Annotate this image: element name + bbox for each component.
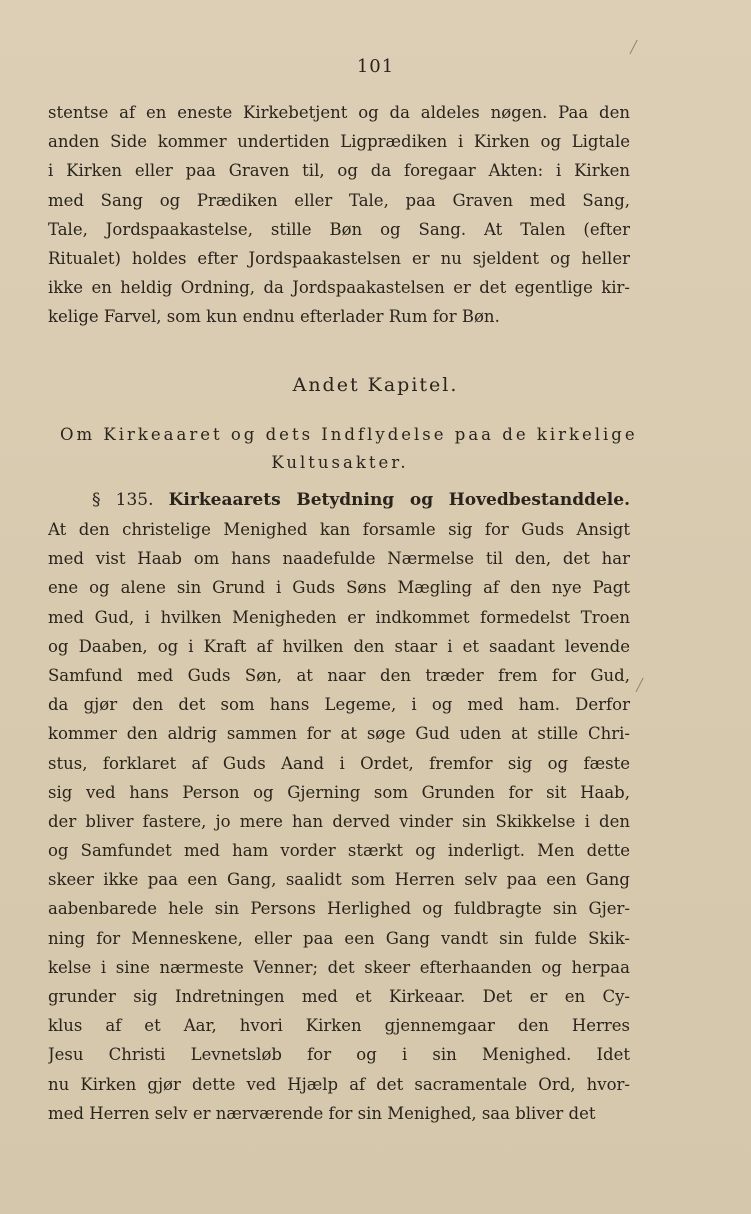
section-heading xyxy=(92,490,630,510)
text-line: Ritualet) holdes efter Jordspaakastelsen er nu sjeldent og heller xyxy=(48,248,630,268)
section-title: Kirkeaarets Betydning og Hovedbestanddele. xyxy=(168,490,631,510)
text-line: med Sang og Prædiken eller Tale, paa Graven med Sang, xyxy=(48,190,630,210)
text-line: stus, forklaret af Guds Aand i Ordet, fremfor sig og fæste xyxy=(48,753,630,773)
page-number: 101 xyxy=(356,56,395,77)
text-line: kelige Farvel, som kun endnu efterlader Rum for Bøn. xyxy=(48,307,500,327)
chapter-subtitle-line-2: Kultusakter. xyxy=(271,453,409,472)
text-line: anden Side kommer undertiden Ligprædiken i Kirken og Ligtale xyxy=(48,132,630,152)
text-line: da gjør den det som hans Legeme, i og med ham. Derfor xyxy=(48,695,630,715)
text-line: ene og alene sin Grund i Guds Søns Mægling af den nye Pagt xyxy=(48,578,630,598)
text-line: nu Kirken gjør dette ved Hjælp af det sacramentale Ord, hvor- xyxy=(48,1074,630,1094)
text-line: skeer ikke paa een Gang, saalidt som Herren selv paa een Gang xyxy=(48,870,630,890)
text-line: klus af et Aar, hvori Kirken gjennemgaar den Herres xyxy=(48,1016,630,1036)
text-line: og Samfundet med ham vorder stærkt og inderligt. Men dette xyxy=(48,841,630,861)
paragraph-continued xyxy=(48,98,630,332)
text-line: i Kirken eller paa Graven til, og da foregaar Akten: i Kirken xyxy=(48,161,630,181)
paper-speck: ╱ xyxy=(636,678,644,692)
text-line: aabenbarede hele sin Persons Herlighed og fuldbragte sin Gjer- xyxy=(48,899,630,919)
text-line: med Gud, i hvilken Menigheden er indkommet formedelst Troen xyxy=(48,607,630,627)
text-line: med Herren selv er nærværende for sin Menighed, saa bliver det xyxy=(48,1103,596,1123)
text-line: med vist Haab om hans naadefulde Nærmelse til den, det har xyxy=(48,549,630,569)
text-line: Tale, Jordspaakastelse, stille Bøn og Sang. At Talen (efter xyxy=(48,219,630,239)
text-line: ning for Menneskene, eller paa een Gang vandt sin fulde Skik- xyxy=(48,928,630,948)
text-line: grunder sig Indretningen med et Kirkeaar. Det er en Cy- xyxy=(48,987,630,1006)
chapter-title: Andet Kapitel. xyxy=(292,374,459,396)
text-line: At den christelige Menighed kan forsamle sig for Guds Ansigt xyxy=(48,520,630,539)
paper-speck: ╱ xyxy=(630,40,638,54)
text-line: ikke en heldig Ordning, da Jordspaakastelsen er det egentlige kir- xyxy=(48,278,630,298)
text-line: Jesu Christi Levnetsløb for og i sin Menighed. Idet xyxy=(48,1045,630,1065)
text-line: stentse af en eneste Kirkebetjent og da aldeles nøgen. Paa den xyxy=(48,103,630,122)
text-line: Samfund med Guds Søn, at naar den træder frem for Gud, xyxy=(48,665,630,685)
text-line: kommer den aldrig sammen for at søge Gud uden at stille Chri- xyxy=(48,724,630,744)
section-paragraph xyxy=(48,515,630,1128)
text-line: kelse i sine nærmeste Venner; det skeer efterhaanden og herpaa xyxy=(48,957,630,977)
section-number: § 135. xyxy=(92,490,154,510)
chapter-subtitle-line-1: Om Kirkeaaret og dets Indflydelse paa de kirkelige xyxy=(60,425,638,444)
text-line: der bliver fastere, jo mere han derved vinder sin Skikkelse i den xyxy=(48,811,630,831)
text-line: sig ved hans Person og Gjerning som Grunden for sit Haab, xyxy=(48,782,630,802)
text-line: og Daaben, og i Kraft af hvilken den staar i et saadant levende xyxy=(48,636,630,656)
